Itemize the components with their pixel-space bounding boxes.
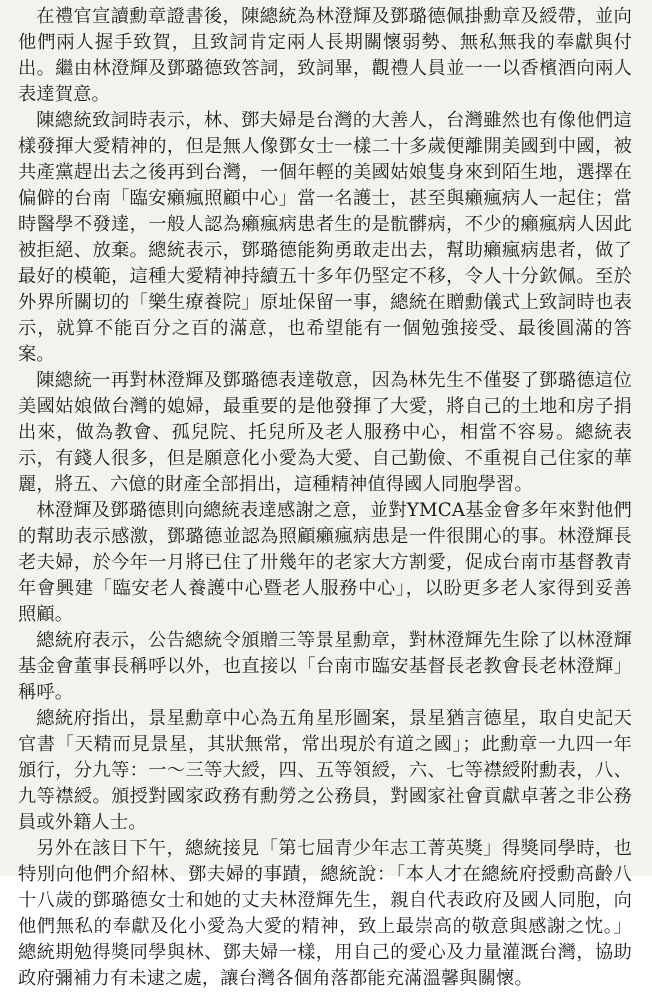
article-paragraph: 總統府指出，景星勳章中心為五角星形圖案，景星猶言德星，取自史記天官書「天精而見景星，其狀無常，常出現於有道之國」；此勳章一九四一年頒行，分九等：一～三等大綬，四、五等領綬，六、七等襟綬附勳表，八、九等襟綬。頒授對國家政務有勳勞之公務員，對國家社會貢獻卓著之非公務員或外籍人士。 [18,708,632,833]
article-paragraph: 在禮官宣讀勳章證書後，陳總統為林澄輝及鄧璐德佩掛勳章及綬帶，並向他們兩人握手致賀，且致詞肯定兩人長期關懷弱勢、無私無我的奉獻與付出。繼由林澄輝及鄧璐德致答詞，致詞畢，觀禮人員並一一以香檳酒向兩人表達賀意。 [18,6,632,105]
article-paragraph: 陳總統致詞時表示，林、鄧夫婦是台灣的大善人，台灣雖然也有像他們這樣發揮大愛精神的，但是無人像鄧女士一樣二十多歲便離開美國到中國，被共產黨趕出去之後再到台灣，一個年輕的美國姑娘隻身來到陌生地，選擇在偏僻的台南「臨安癩瘋照顧中心」當一名護士，甚至與癩瘋病人一起住；當時醫學不發達，一般人認為癩瘋病患者生的是骯髒病，不少的癩瘋病人因此被拒絕、放棄。總統表示，鄧璐德能夠勇敢走出去，幫助癩瘋病患者，做了最好的模範，這種大愛精神持續五十多年仍堅定不移，令人十分欽佩。至於外界所關切的「樂生療養院」原址保留一事，總統在贈勳儀式上致詞時也表示，就算不能百分之百的滿意，也希望能有一個勉強接受、最後圓滿的答案。 [18,110,632,365]
article-paragraph: 另外在該日下午，總統接見「第七屆青少年志工菁英獎」得獎同學時，也特別向他們介紹林、鄧夫婦的事蹟，總統說：「本人才在總統府授勳高齡八十八歲的鄧璐德女士和她的丈夫林澄輝先生，親自代表政府及國人同胞，向他們無私的奉獻及化小愛為大愛的精神，致上最崇高的敬意與感謝之忱。」總統期勉得獎同學與林、鄧夫婦一樣，用自己的愛心及力量灌溉台灣，協助政府彌補力有未逮之處，讓台灣各個角落都能充滿溫馨與關懷。 [18,838,632,989]
article-paragraph: 總統府表示，公告總統令頒贈三等景星勳章，對林澄輝先生除了以林澄輝基金會董事長稱呼以外，也直接以「台南市臨安基督長老教會長老林澄輝」稱呼。 [18,630,632,703]
article-paragraph: 陳總統一再對林澄輝及鄧璐德表達敬意，因為林先生不僅娶了鄧璐德這位美國姑娘做台灣的媳婦，最重要的是他發揮了大愛，將自己的土地和房子捐出來，做為教會、孤兒院、托兒所及老人服務中心，相當不容易。總統表示，有錢人很多，但是願意化小愛為大愛、自己勤儉、不重視自己住家的華麗，將五、六億的財產全部捐出，這種精神值得國人同胞學習。 [18,370,632,495]
article-body [18,4,632,992]
article-paragraph: 林澄輝及鄧璐德則向總統表達感謝之意，並對YMCA基金會多年來對他們的幫助表示感激，鄧璐德並認為照顧癩瘋病患是一件很開心的事。林澄輝長老夫婦，於今年一月將已住了卅幾年的老家大方割愛，促成台南市基督教青年會興建「臨安老人養護中心暨老人服務中心」，以盼更多老人家得到妥善照顧。 [18,500,632,625]
